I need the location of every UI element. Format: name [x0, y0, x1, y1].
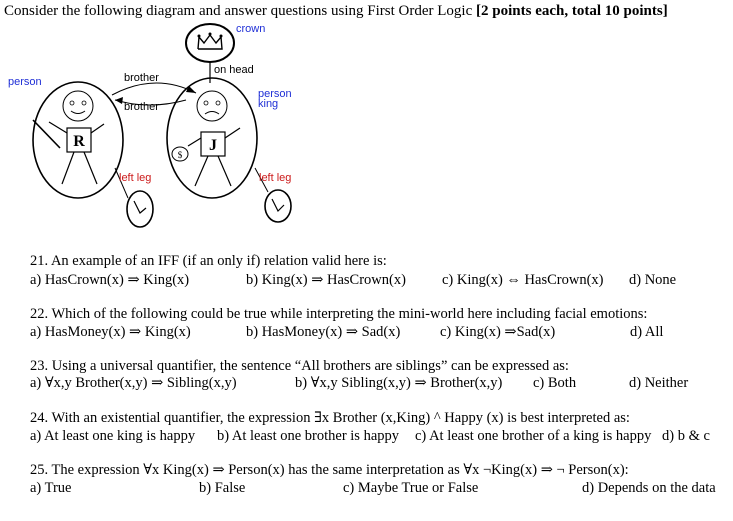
q21-option-b: b) King(x) ⇒ HasCrown(x)	[246, 272, 406, 288]
money-bag-label: $	[177, 150, 183, 160]
q25-option-c: c) Maybe True or False	[343, 480, 479, 496]
crown-label: crown	[236, 23, 266, 35]
brother-label-top: brother	[124, 72, 159, 84]
q25-option-d: d) Depends on the data	[582, 480, 716, 496]
q25-option-b: b) False	[199, 480, 246, 496]
j-letter: J	[209, 137, 217, 154]
on-head-label: on head	[214, 64, 254, 76]
q24-option-c: c) At least one brother of a king is happy	[415, 428, 652, 444]
brother-arrowhead-mid	[115, 97, 123, 104]
q22-option-d: d) All	[630, 324, 664, 340]
left-leg-label-2: left leg	[259, 172, 292, 184]
brother-arrow-top	[112, 83, 196, 95]
question-23: 23. Using a universal quantifier, the sentence “All brothers are siblings” can be expressed as:	[30, 358, 569, 374]
king-label: king	[258, 98, 279, 110]
q24-option-b: b) At least one brother is happy	[217, 428, 400, 444]
r-letter: R	[73, 133, 85, 150]
title-text: Consider the following diagram and answer questions using First Order Logic	[4, 3, 473, 19]
crown-icon	[186, 24, 234, 62]
question-24: 24. With an existential quantifier, the expression ∃x Brother (x,King) ^ Happy (x) is best interpreted as:	[30, 410, 630, 426]
left-leg-label-1: left leg	[119, 172, 152, 184]
q21-option-a: a) HasCrown(x) ⇒ King(x)	[30, 272, 190, 288]
question-25: 25. The expression ∀x King(x) ⇒ Person(x) has the same interpretation as ∀x ¬King(x) ⇒ ¬ Person(x):	[30, 462, 629, 478]
first-order-logic-diagram	[0, 0, 733, 240]
q21-option-d: d) None	[629, 272, 677, 288]
question-21: 21. An example of an IFF (if an only if) relation valid here is:	[30, 253, 387, 269]
q23-option-b: b) ∀x,y Sibling(x,y) ⇒ Brother(x,y)	[295, 375, 503, 391]
q23-option-a: a) ∀x,y Brother(x,y) ⇒ Sibling(x,y)	[30, 375, 237, 391]
q24-option-d: d) b & c	[662, 428, 710, 444]
q24-option-a: a) At least one king is happy	[30, 428, 196, 444]
question-22: 22. Which of the following could be true while interpreting the mini-world here including facial emotions:	[30, 306, 648, 322]
person-label-right: person	[258, 88, 292, 100]
q22-option-b: b) HasMoney(x) ⇒ Sad(x)	[246, 324, 401, 340]
q22-option-a: a) HasMoney(x) ⇒ King(x)	[30, 324, 191, 340]
q23-option-c: c) Both	[533, 375, 577, 391]
points-note: [2 points each, total 10 points]	[476, 3, 668, 19]
brother-label-mid: brother	[124, 101, 159, 113]
q25-option-a: a) True	[30, 480, 72, 496]
q23-option-d: d) Neither	[629, 375, 689, 391]
q22-option-c: c) King(x) ⇒Sad(x)	[440, 324, 556, 340]
person-label-left: person	[8, 76, 42, 88]
q21-option-c: c) King(x) ⇔ HasCrown(x)	[442, 272, 604, 288]
